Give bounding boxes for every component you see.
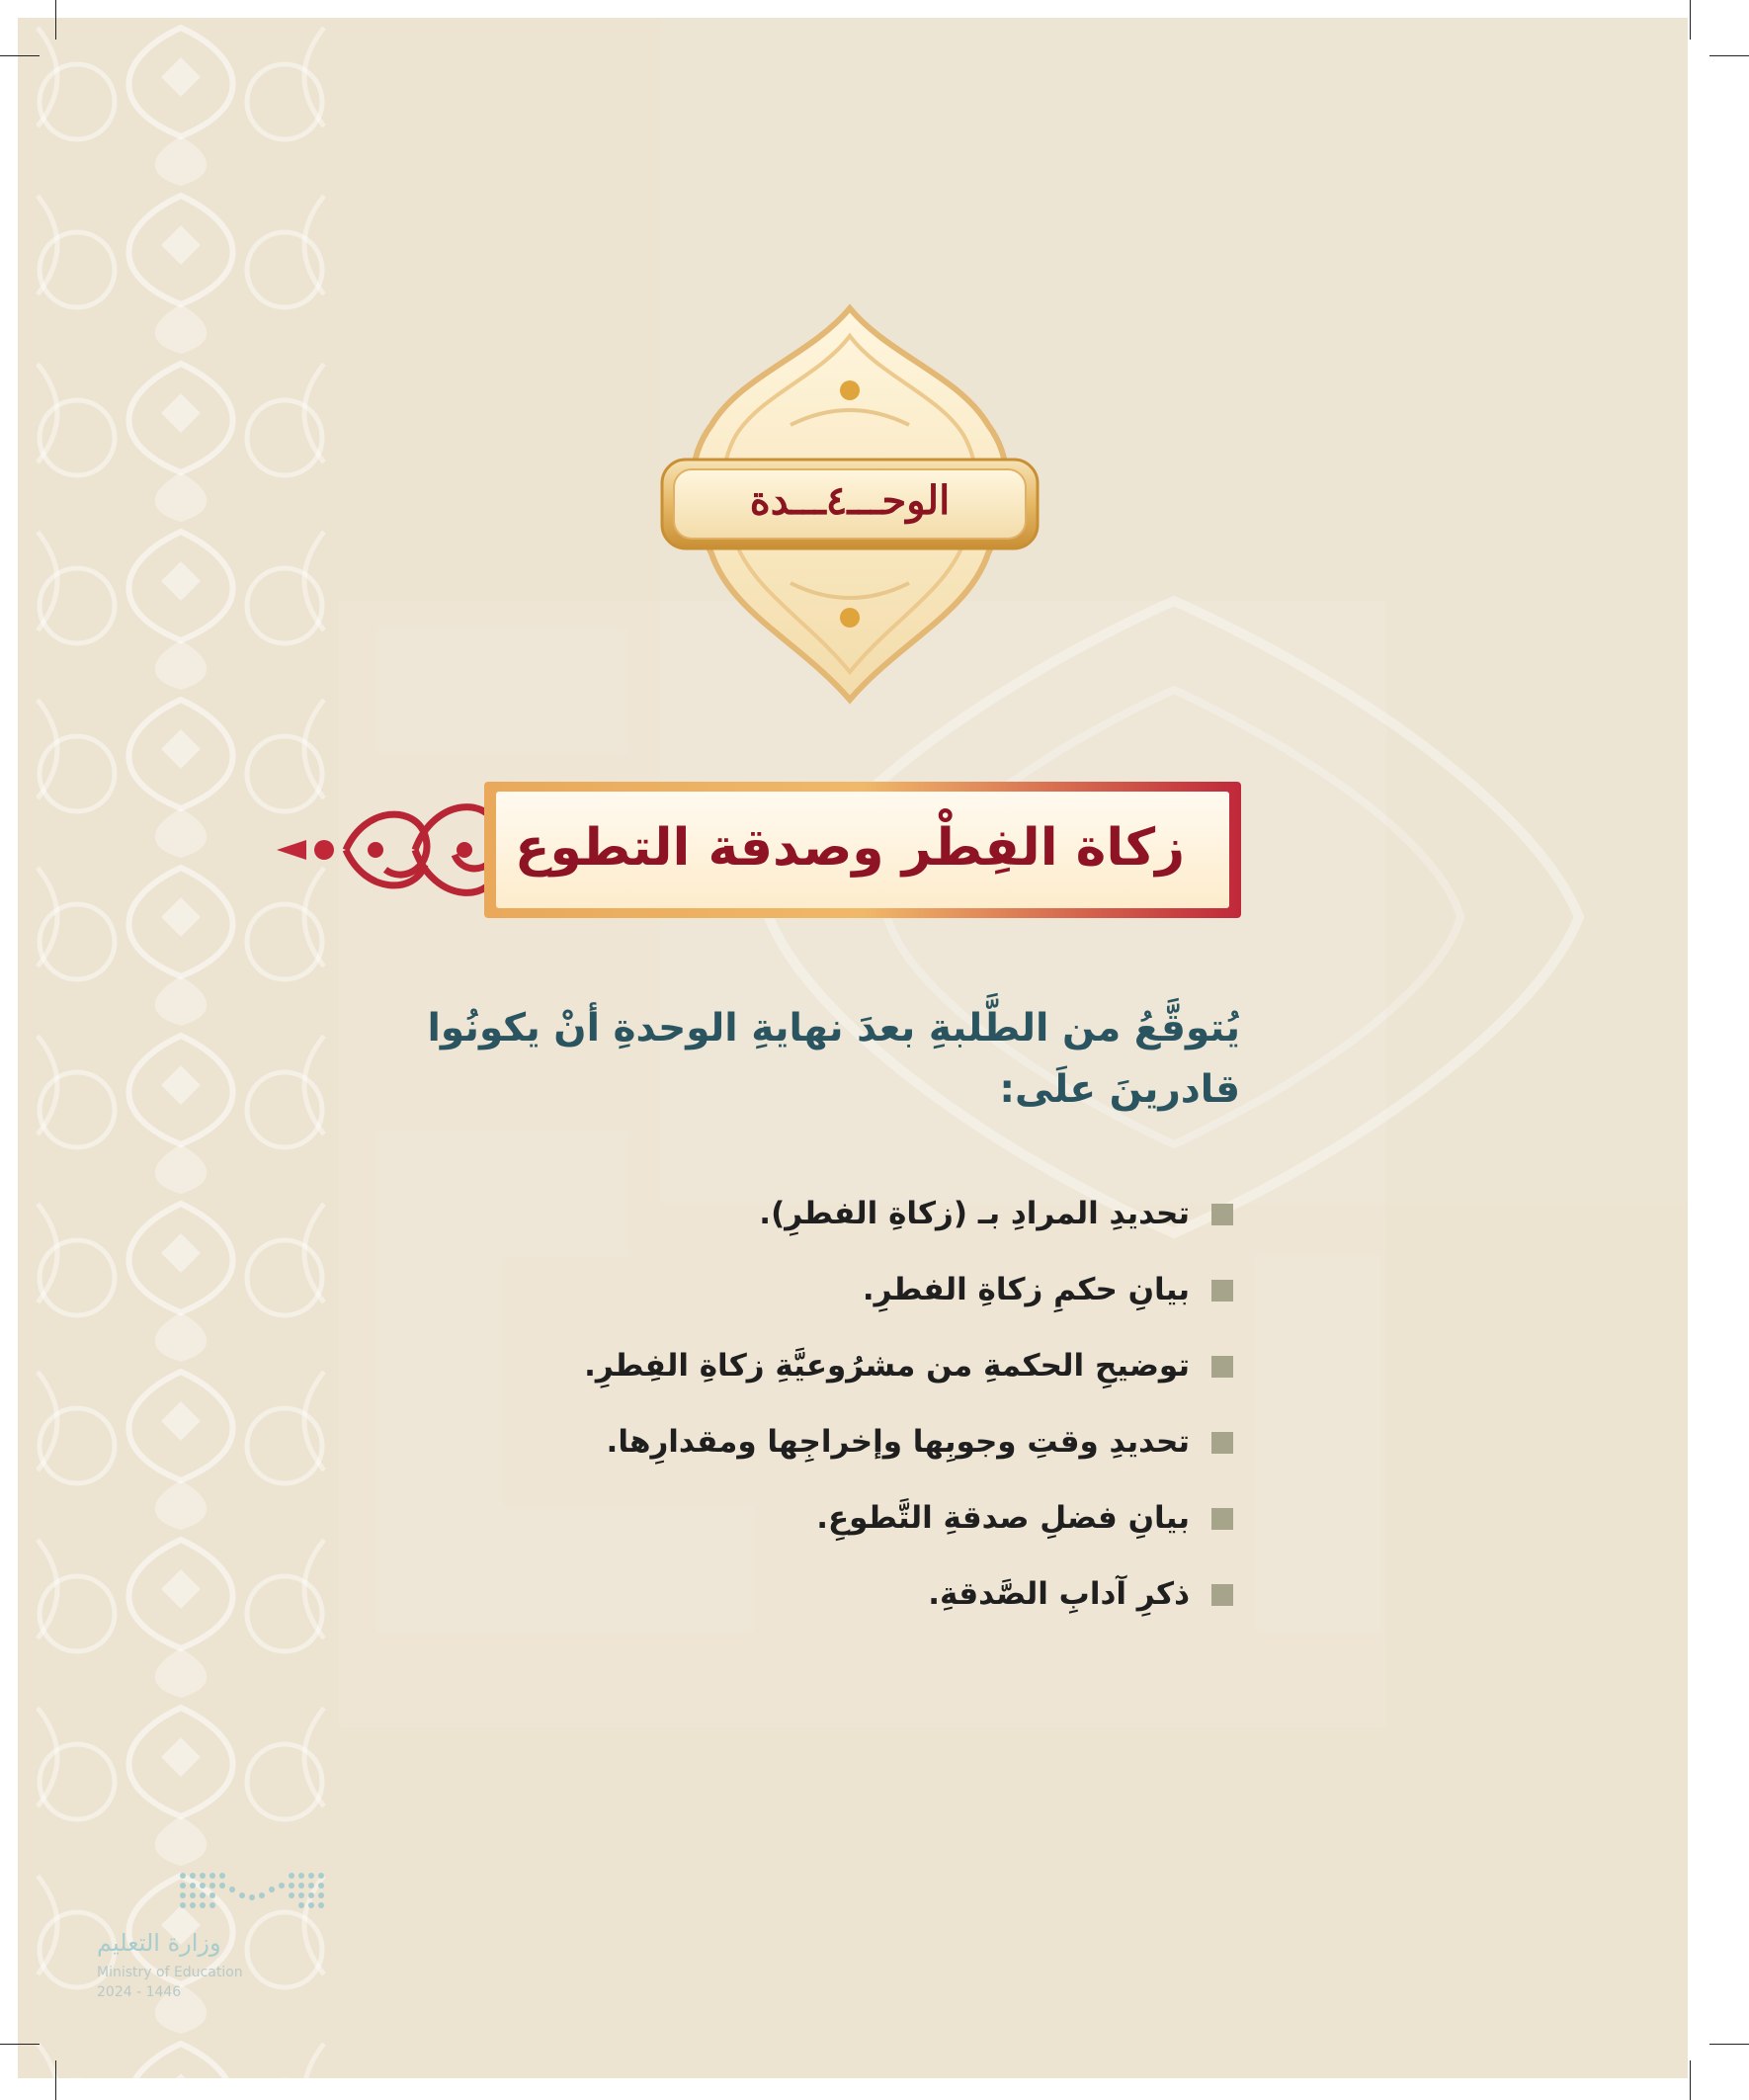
lesson-title: زكاة الفِطْر وصدقة التطوع — [514, 818, 1186, 878]
intro-line: يُتوقَّعُ من الطَّلبةِ بعدَ نهايةِ الوحدةِ أنْ يكونُوا — [427, 1006, 1240, 1050]
square-bullet-icon — [1211, 1356, 1233, 1378]
arabesque-border-ornament — [18, 18, 344, 2078]
unit-label: الوحـــ٤ـــدة — [749, 477, 951, 524]
objective-text: تحديدِ وقتِ وجوبِها وإخراجِها ومقدارِها. — [606, 1424, 1190, 1460]
objective-text: ذكرِ آدابِ الصَّدقةِ. — [928, 1576, 1190, 1612]
square-bullet-icon — [1211, 1584, 1233, 1606]
list-item — [251, 1328, 1239, 1404]
ministry-name-english: Ministry of Education — [97, 1965, 243, 1980]
intro-line: قادرينَ علَى: — [999, 1067, 1240, 1112]
square-bullet-icon — [1211, 1280, 1233, 1302]
list-item — [251, 1252, 1239, 1328]
flourish-ornament — [277, 807, 499, 893]
objectives-list — [251, 1176, 1239, 1633]
list-item — [251, 1556, 1239, 1633]
list-item — [251, 1176, 1239, 1252]
crop-mark — [1690, 0, 1691, 40]
crop-mark — [55, 2060, 56, 2100]
square-bullet-icon — [1211, 1508, 1233, 1530]
objective-text: توضيحِ الحكمةِ من مشرُوعيَّةِ زكاةِ الفِطرِ. — [584, 1348, 1190, 1384]
objective-text: بيانِ حكمِ زكاةِ الفطرِ. — [862, 1272, 1190, 1307]
crop-mark — [1709, 2044, 1749, 2045]
objective-text: بيانِ فضلِ صدقةِ التَّطوعِ. — [816, 1500, 1190, 1536]
learning-outcomes-intro — [351, 998, 1240, 1121]
crop-mark — [55, 0, 56, 40]
crop-mark — [1690, 2060, 1691, 2100]
crop-mark — [0, 55, 40, 56]
objective-text: تحديدِ المرادِ بـ (زكاةِ الفطرِ). — [759, 1196, 1190, 1231]
list-item — [251, 1480, 1239, 1556]
ministry-name-arabic: وزارة التعليم — [97, 1929, 221, 1957]
edition-year: 2024 - 1446 — [97, 1984, 182, 2000]
square-bullet-icon — [1211, 1432, 1233, 1454]
square-bullet-icon — [1211, 1204, 1233, 1225]
crop-mark — [1709, 55, 1749, 56]
crop-mark — [0, 2044, 40, 2045]
list-item — [251, 1404, 1239, 1480]
